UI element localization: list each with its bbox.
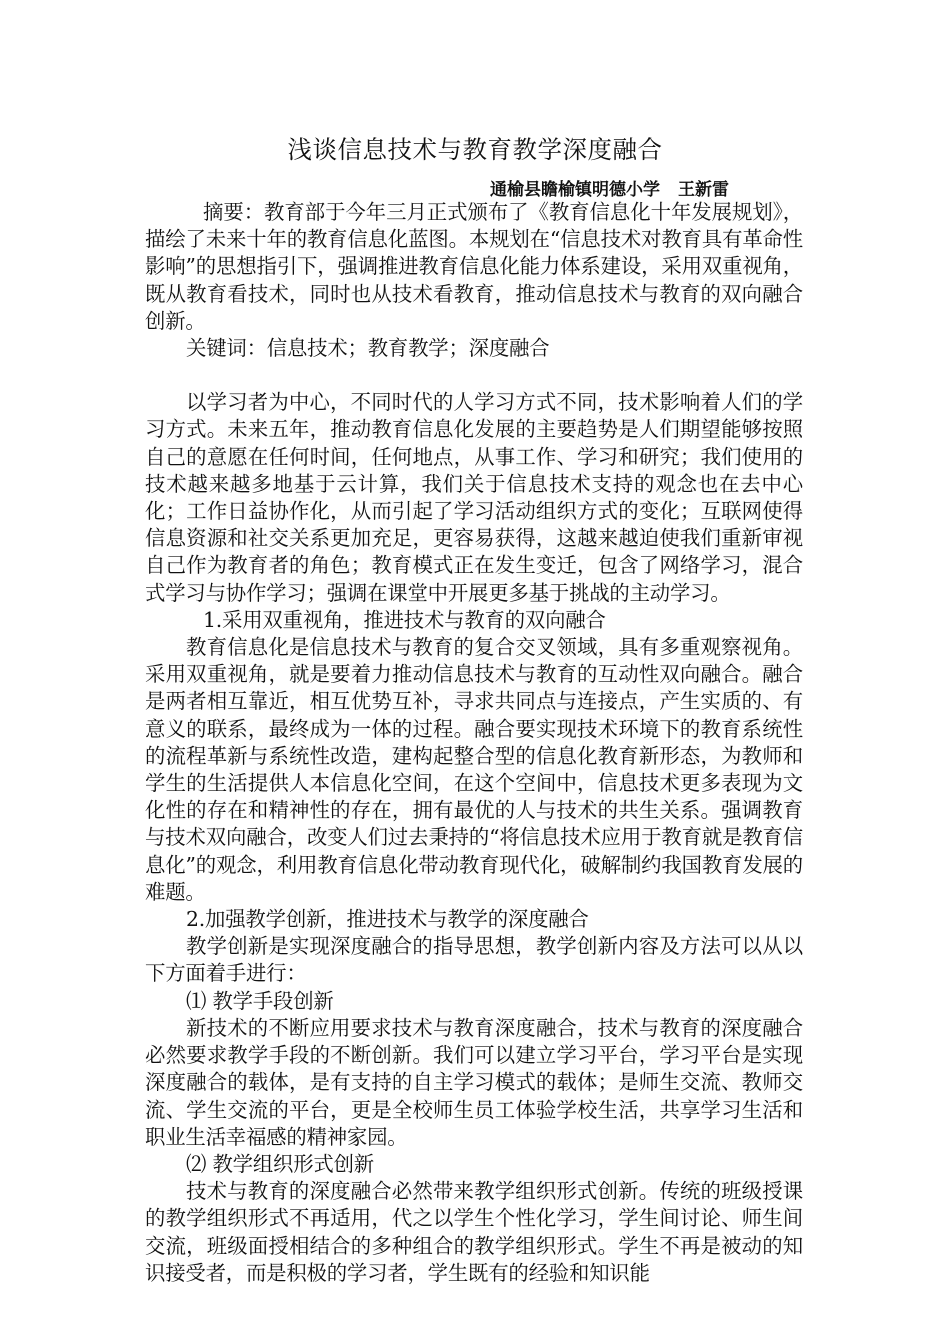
body-paragraph: 技术与教育的深度融合必然带来教学组织形式创新。传统的班级授课的教学组织形式不再适用，代之以学生个性化学习，学生间讨论、师生间交流，班级面授相结合的多种组合的教学组织形式。学生不再是被动的知识接受者，而是积极的学习者，学生既有的经验和知识能	[145, 1179, 803, 1285]
section-heading: 1.采用双重视角，推进技术与教育的双向融合	[203, 607, 606, 632]
blank-line	[145, 362, 803, 389]
body-paragraph: 教育信息化是信息技术与教育的复合交叉领域，具有多重观察视角。采用双重视角，就是要着力推动信息技术与教育的互动性双向融合。融合是两者相互靠近，相互优势互补，寻求共同点与连接点，产生实质的、有意义的联系，最终成为一体的过程。融合要实现技术环境下的教育系统性的流程革新与系统性改造，建构起整合型的信息化教育新形态，为教师和学生的生活提供人本信息化空间，在这个空间中，信息技术更多表现为文化性的存在和精神性的存在，拥有最优的人与技术的共生关系。强调教育与技术双向融合，改变人们过去秉持的“将信息技术应用于教育就是教育信息化”的观念，利用教育信息化带动教育现代化，破解制约我国教育发展的难题。	[145, 635, 803, 904]
author-name: 王新雷	[678, 180, 729, 200]
section-heading: 2.加强教学创新，推进技术与教学的深度融合	[186, 907, 589, 932]
subsection-heading: ⑴ 教学手段创新	[186, 988, 334, 1013]
body-paragraph: 教学创新是实现深度融合的指导思想，教学创新内容及方法可以从以下方面着手进行：	[145, 934, 803, 986]
document-title: 浅谈信息技术与教育教学深度融合	[287, 135, 663, 164]
body-paragraph: 以学习者为中心，不同时代的人学习方式不同，技术影响着人们的学习方式。未来五年，推动教育信息化发展的主要趋势是人们期望能够按照自己的意愿在任何时间，任何地点，从事工作、学习和研究；我们使用的技术越来越多地基于云计算，我们关于信息技术支持的观念也在去中心化；工作日益协作化，从而引起了学习活动组织方式的变化；互联网使得信息资源和社交关系更加充足，更容易获得，这越来越迫使我们重新审视自己作为教育者的角色；教育模式正在发生变迁，包含了网络学习，混合式学习与协作学习；强调在课堂中开展更多基于挑战的主动学习。	[145, 390, 803, 605]
keywords-line: 关键词：信息技术；教育教学；深度融合	[186, 336, 550, 361]
affiliation: 通榆县瞻榆镇明德小学	[490, 180, 660, 200]
document-body	[145, 199, 803, 1287]
subsection-heading: ⑵ 教学组织形式创新	[186, 1151, 374, 1176]
abstract-paragraph: 摘要：教育部于今年三月正式颁布了《教育信息化十年发展规划》，描绘了未来十年的教育信息化蓝图。本规划在“信息技术对教育具有革命性影响”的思想指引下，强调推进教育信息化能力体系建设，采用双重视角，既从教育看技术，同时也从技术看教育，推动信息技术与教育的双向融合创新。	[145, 200, 803, 333]
body-paragraph: 新技术的不断应用要求技术与教育深度融合，技术与教育的深度融合必然要求教学手段的不断创新。我们可以建立学习平台，学习平台是实现深度融合的载体，是有支持的自主学习模式的载体；是师生交流、教师交流、学生交流的平台，更是全校师生员工体验学校生活，共享学习生活和职业生活幸福感的精神家园。	[145, 1015, 803, 1149]
